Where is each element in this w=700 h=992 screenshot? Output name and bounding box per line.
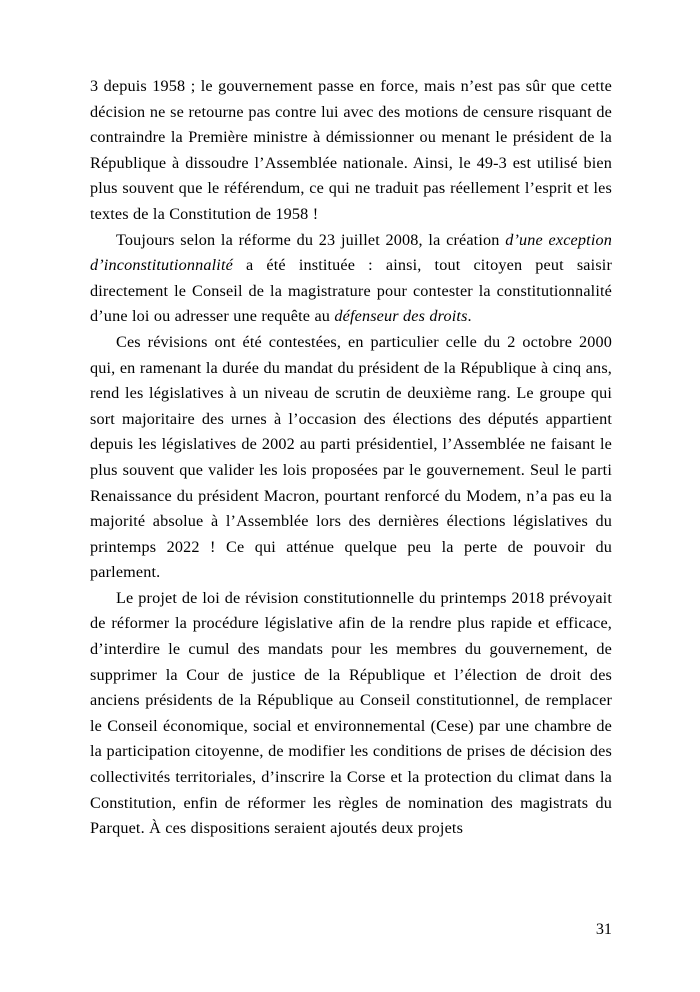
body-text: a été instituée : ainsi, tout citoyen peut saisir directement le Conseil de la magistrature pour contester la constitutionnalité d’une loi ou adresser une requête au (90, 256, 612, 326)
paragraph-3 (90, 330, 612, 586)
paragraph-1 (90, 74, 612, 228)
page-number: 31 (595, 920, 612, 938)
paragraph-4 (90, 586, 612, 842)
paragraph-2 (90, 228, 612, 330)
body-text-block (90, 74, 612, 842)
body-text: Le projet de loi de révision constitutionnelle du printemps 2018 prévoyait de réformer la procédure législative afin de la rendre plus rapide et efficace, d’interdire le cumul des mandats pour les membres du gouvernement, de supprimer la Cour de justice de la République et l’élection de droit des anciens présidents de la République au Conseil constitutionnel, de remplacer le Conseil économique, social et environnemental (Cese) par une chambre de la participation citoyenne, de modifier les conditions de prises de décision des collectivités territoriales, d’inscrire la Corse et la protection du climat dans la Constitution, enfin de réformer les règles de nomination des magistrats du Parquet. À ces dispositions seraient ajoutés deux projets (90, 588, 612, 838)
body-text: Toujours selon la réforme du 23 juillet 2008, la création (116, 230, 506, 249)
emphasis-text: d’une exception d’inconstitutionnalité (90, 230, 612, 275)
body-text: 3 depuis 1958 ; le gouvernement passe en force, mais n’est pas sûr que cette décision ne se retourne pas contre lui avec des motions de censure risquant de contraindre la Première ministre à démissionner ou menant le président de la République à dissoudre l’Assemblée nationale. Ainsi, le 49-3 est utilisé bien plus souvent que le référendum, ce qui ne traduit pas réellement l’esprit et les textes de la Constitution de 1958 ! (90, 77, 612, 223)
emphasis-text: défenseur des droits (334, 307, 468, 326)
body-text: Ces révisions ont été contestées, en particulier celle du 2 octobre 2000 qui, en ramenant la durée du mandat du président de la République à cinq ans, rend les législatives à un niveau de scrutin de deuxième rang. Le groupe qui sort majoritaire des urnes à l’occasion des élections des députés appartient depuis les législatives de 2002 au parti présidentiel, l’Assemblée ne faisant le plus souvent que valider les lois proposées par le gouvernement. Seul le parti Renaissance du président Macron, pourtant renforcé du Modem, n’a pas eu la majorité absolue à l’Assemblée lors des dernières élections législatives du printemps 2022 ! Ce qui atténue quelque peu la perte de pouvoir du parlement. (90, 332, 612, 582)
body-text: . (467, 307, 472, 326)
